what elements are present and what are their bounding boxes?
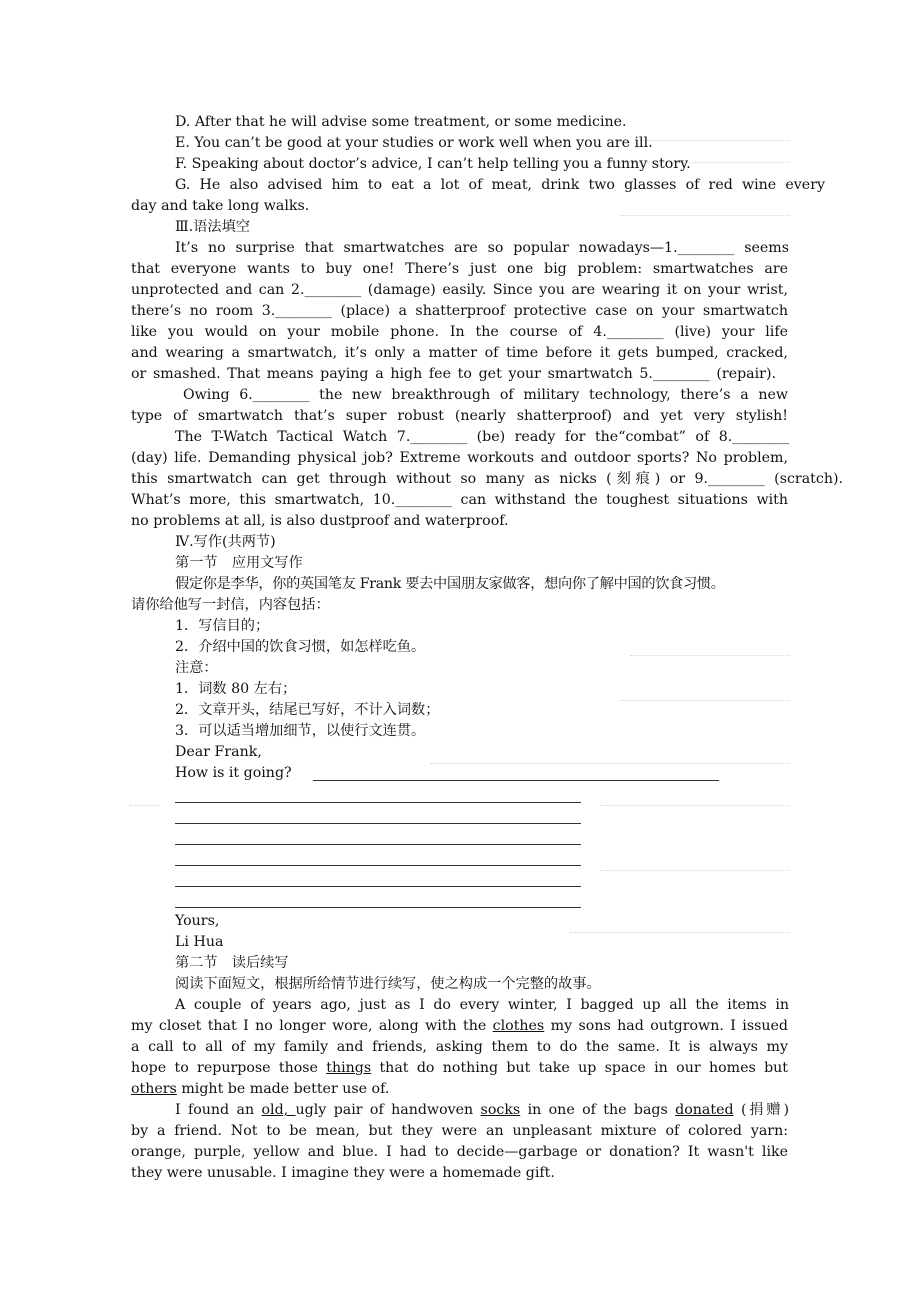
grammar-line: like you would on your mobile phone. In the course of 4.________ (live) your life bbox=[131, 324, 788, 340]
answer-line[interactable] bbox=[175, 802, 581, 803]
grammar-line: type of smartwatch that’s super robust (nearly shatterproof) and yet very stylish! bbox=[131, 408, 788, 424]
answer-line[interactable] bbox=[175, 907, 581, 908]
underlined-word: others bbox=[131, 1081, 177, 1097]
margin-dots bbox=[630, 655, 790, 656]
story-line: orange, purple, yellow and blue. I had to decide—garbage or donation? It wasn't like bbox=[131, 1144, 788, 1160]
option-e: E. You can’t be good at your studies or work well when you are ill. bbox=[175, 135, 653, 151]
grammar-line: It’s no surprise that smartwatches are so popular nowadays—1.________ seems bbox=[175, 240, 789, 256]
margin-dots bbox=[600, 870, 790, 871]
note-item: 2．文章开头，结尾已写好，不计入词数； bbox=[175, 702, 440, 718]
underlined-word: clothes bbox=[492, 1018, 545, 1034]
underlined-word: socks bbox=[480, 1102, 521, 1118]
grammar-line: or smashed. That means paying a high fee to get your smartwatch 5.________ (repair). bbox=[131, 366, 776, 382]
section4-heading: Ⅳ.写作(共两节) bbox=[175, 534, 276, 550]
grammar-line: unprotected and can 2.________ (damage) easily. Since you are wearing it on your wrist, bbox=[131, 282, 788, 298]
grammar-line: this smartwatch can get through without so many as nicks (刻痕) or 9.________ (scratch). bbox=[131, 471, 843, 487]
margin-dots bbox=[600, 805, 790, 806]
option-g: G. He also advised him to eat a lot of meat, drink two glasses of red wine every bbox=[175, 177, 825, 193]
margin-dots bbox=[620, 215, 790, 216]
story-line: A couple of years ago, just as I do every winter, I bagged up all the items in bbox=[175, 997, 789, 1013]
grammar-line: there’s no room 3.________ (place) a shatterproof protective case on your smartwatch bbox=[131, 303, 788, 319]
story-line: by a friend. Not to be mean, but they were an unpleasant mixture of colored yarn: bbox=[131, 1123, 788, 1139]
grammar-line: What’s more, this smartwatch, 10.________ can withstand the toughest situations with bbox=[131, 492, 788, 508]
letter-opening: How is it going? bbox=[175, 765, 292, 781]
answer-line[interactable] bbox=[175, 844, 581, 845]
answer-line[interactable] bbox=[175, 886, 581, 887]
story-line: a call to all of my family and friends, asking them to do the same. It is always my bbox=[131, 1039, 788, 1055]
story-line: others might be made better use of. bbox=[131, 1081, 390, 1097]
underlined-word: old, bbox=[261, 1102, 296, 1118]
writing-prompt: 假定你是李华，你的英国笔友 Frank 要去中国朋友家做客，想向你了解中国的饮食习惯。 bbox=[175, 576, 725, 592]
story-line: hope to repurpose those things that do nothing but take up space in our homes but bbox=[131, 1060, 788, 1076]
answer-line[interactable] bbox=[175, 865, 581, 866]
answer-line[interactable] bbox=[175, 823, 581, 824]
underlined-word: donated bbox=[675, 1102, 734, 1118]
grammar-line: Owing 6.________ the new breakthrough of military technology, there’s a new bbox=[183, 387, 788, 403]
grammar-line: The T-Watch Tactical Watch 7.________ (be) ready for the“combat” of 8.________ bbox=[175, 429, 789, 445]
grammar-line: and wearing a smartwatch, it’s only a matter of time before it gets bumped, cracked, bbox=[131, 345, 788, 361]
content-item: 1．写信目的； bbox=[175, 618, 270, 634]
underlined-word: things bbox=[326, 1060, 372, 1076]
content-item: 2．介绍中国的饮食习惯，如怎样吃鱼。 bbox=[175, 639, 426, 655]
story-line: they were unusable. I imagine they were a homemade gift. bbox=[131, 1165, 555, 1181]
grammar-line: no problems at all, is also dustproof and waterproof. bbox=[131, 513, 509, 529]
option-f: F. Speaking about doctor’s advice, I can’t help telling you a funny story. bbox=[175, 156, 691, 172]
margin-dots bbox=[130, 805, 160, 806]
option-d: D. After that he will advise some treatment, or some medicine. bbox=[175, 114, 627, 130]
margin-dots bbox=[430, 763, 790, 764]
answer-line[interactable] bbox=[313, 780, 719, 781]
part2-instruction: 阅读下面短文，根据所给情节进行续写，使之构成一个完整的故事。 bbox=[175, 976, 601, 992]
margin-dots bbox=[640, 140, 790, 141]
letter-greeting: Dear Frank, bbox=[175, 744, 262, 760]
letter-closing: Yours, bbox=[175, 913, 220, 929]
margin-dots bbox=[620, 700, 790, 701]
note-label: 注意： bbox=[175, 660, 218, 676]
story-line: I found an old, ugly pair of handwoven socks in one of the bags donated (捐赠) bbox=[175, 1102, 789, 1118]
note-item: 1．词数 80 左右； bbox=[175, 681, 297, 697]
grammar-line: (day) life. Demanding physical job? Extreme workouts and outdoor sports? No problem, bbox=[131, 450, 788, 466]
grammar-line: that everyone wants to buy one! There’s just one big problem: smartwatches are bbox=[131, 261, 788, 277]
option-g-cont: day and take long walks. bbox=[131, 198, 310, 214]
writing-prompt-cont: 请你给他写一封信，内容包括： bbox=[131, 597, 330, 613]
section3-heading: Ⅲ.语法填空 bbox=[175, 219, 250, 235]
note-item: 3．可以适当增加细节，以使行文连贯。 bbox=[175, 723, 426, 739]
part2-title: 第二节 读后续写 bbox=[175, 955, 289, 971]
margin-dots bbox=[570, 932, 790, 933]
story-line: my closet that I no longer wore, along with the clothes my sons had outgrown. I issued bbox=[131, 1018, 788, 1034]
part1-title: 第一节 应用文写作 bbox=[175, 555, 303, 571]
letter-signature: Li Hua bbox=[175, 934, 224, 950]
